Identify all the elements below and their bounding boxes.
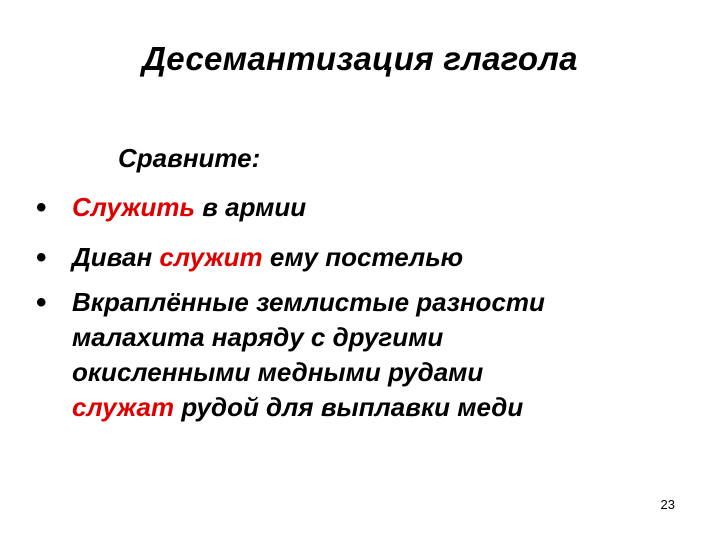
page-number: 23 — [660, 497, 675, 512]
highlighted-verb: Служить — [72, 192, 195, 222]
highlighted-verb: служит — [159, 242, 263, 272]
bullet-line: Вкраплённые землистые разности — [72, 287, 545, 317]
bullet-line: малахита наряду с другими — [72, 322, 444, 352]
bullet-dot-icon: • — [36, 191, 47, 224]
bullet-rest: рудой для выплавки меди — [174, 392, 524, 422]
bullet-before: Диван — [72, 242, 160, 272]
bullet-text — [72, 190, 686, 225]
bullet-item-2 — [36, 240, 686, 275]
bullet-rest: ему постелью — [262, 242, 464, 272]
slide-title: Десемантизация глагола — [142, 40, 578, 77]
intro-text: Сравните: — [118, 143, 261, 173]
bullet-text — [72, 240, 686, 275]
bullet-rest: в армии — [194, 192, 307, 222]
bullet-text — [72, 285, 686, 425]
bullet-item-3 — [36, 285, 686, 425]
bullet-dot-icon: • — [36, 286, 47, 319]
bullet-dot-icon: • — [36, 241, 47, 274]
bullet-item-1 — [36, 190, 686, 225]
bullet-line: окисленными медными рудами — [72, 357, 484, 387]
highlighted-verb: служат — [72, 392, 175, 422]
